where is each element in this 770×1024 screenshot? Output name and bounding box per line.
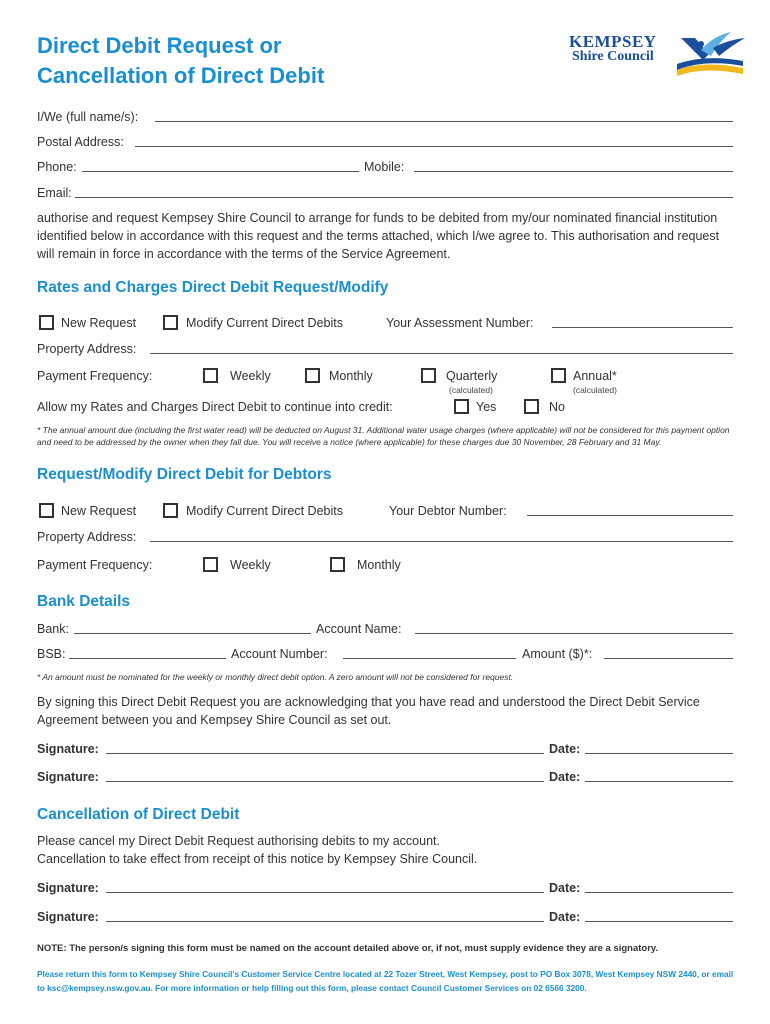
date-field-2[interactable] xyxy=(585,781,733,782)
postal-address-row xyxy=(37,133,733,151)
credit-no-checkbox[interactable] xyxy=(524,399,539,414)
debtors-weekly-label: Weekly xyxy=(230,558,271,572)
assessment-number-field[interactable] xyxy=(552,327,733,328)
authorisation-text: authorise and request Kempsey Shire Council to arrange for funds to be debited from my/our nominated financial institution identified below in accordance with this request and the terms attached, which I/we agree to. This authorisation and request will remain in force in accordance with the terms of the Service Agreement. xyxy=(37,211,720,261)
rates-quarterly-checkbox[interactable] xyxy=(421,368,436,383)
bank-label: Bank: xyxy=(37,622,69,636)
cancellation-line-2: Cancellation to take effect from receipt of this notice by Kempsey Shire Council. xyxy=(37,852,478,866)
date-label-2: Date: xyxy=(549,770,581,784)
phone-row xyxy=(37,158,733,176)
bank-row xyxy=(37,620,733,638)
debtors-property-field[interactable] xyxy=(150,541,733,542)
assessment-number-label: Your Assessment Number: xyxy=(386,316,534,330)
amount-label: Amount ($)*: xyxy=(522,647,593,661)
account-name-field[interactable] xyxy=(415,633,733,634)
debtors-modify-label: Modify Current Direct Debits xyxy=(186,504,343,518)
quarterly-calculated-note: (calculated) xyxy=(449,385,493,395)
debtors-modify-checkbox[interactable] xyxy=(163,503,178,518)
full-name-row xyxy=(37,108,733,126)
cancel-signature-label-1: Signature: xyxy=(37,881,99,895)
mobile-label: Mobile: xyxy=(364,160,405,174)
signatory-note: NOTE: The person/s signing this form must be named on the account detailed above or, if not, must supply evidence they are a signatory. xyxy=(37,943,659,954)
email-row xyxy=(37,184,733,202)
rates-heading: Rates and Charges Direct Debit Request/Modify xyxy=(37,279,389,296)
bank-footnote: * An amount must be nominated for the weekly or monthly direct debit option. A zero amount will not be considered for request. xyxy=(37,672,514,682)
date-field-1[interactable] xyxy=(585,753,733,754)
return-instructions: Please return this form to Kempsey Shire Council's Customer Service Centre located at 22 Tozer Street, West Kempsey, post to PO Box 3078, West Kempsey NSW 2440, or email to ksc@kempsey.nsw.gov.au. For more information or help filling out this form, please contact Council Customer Services on 02 6566 3200. xyxy=(37,969,734,993)
rates-frequency-row xyxy=(37,367,733,395)
cancel-date-label-1: Date: xyxy=(549,881,581,895)
credit-label: Allow my Rates and Charges Direct Debit to continue into credit: xyxy=(37,400,393,414)
cancel-signature-row-2 xyxy=(37,908,733,926)
signature-row-2 xyxy=(37,768,733,786)
signature-label-2: Signature: xyxy=(37,770,99,784)
cancellation-heading: Cancellation of Direct Debit xyxy=(37,806,240,823)
page-title xyxy=(37,31,324,91)
credit-yes-checkbox[interactable] xyxy=(454,399,469,414)
rates-monthly-checkbox[interactable] xyxy=(305,368,320,383)
rates-property-row xyxy=(37,340,733,358)
debtor-number-label: Your Debtor Number: xyxy=(389,504,507,518)
signature-label-1: Signature: xyxy=(37,742,99,756)
debtors-property-label: Property Address: xyxy=(37,530,137,544)
postal-address-label: Postal Address: xyxy=(37,135,124,149)
bsb-label: BSB: xyxy=(37,647,66,661)
rates-weekly-label: Weekly xyxy=(230,369,271,383)
signing-text: By signing this Direct Debit Request you are acknowledging that you have read and understood the Direct Debit Service Agreement between you and Kempsey Shire Council as set out. xyxy=(37,695,700,727)
cancel-signature-field-1[interactable] xyxy=(106,892,544,893)
mobile-field[interactable] xyxy=(414,171,733,172)
debtors-property-row xyxy=(37,528,733,546)
rates-annual-label: Annual* xyxy=(573,369,617,383)
logo-line-2: Shire Council xyxy=(572,49,654,64)
account-name-label: Account Name: xyxy=(316,622,402,636)
council-logo xyxy=(569,30,749,86)
rates-modify-checkbox[interactable] xyxy=(163,315,178,330)
debtors-weekly-checkbox[interactable] xyxy=(203,557,218,572)
postal-address-field[interactable] xyxy=(135,146,733,147)
debtors-new-request-checkbox[interactable] xyxy=(39,503,54,518)
debtors-request-type-row xyxy=(37,502,733,520)
title-line-1: Direct Debit Request or xyxy=(37,33,282,58)
cancellation-line-1: Please cancel my Direct Debit Request authorising debits to my account. xyxy=(37,834,440,848)
account-number-label: Account Number: xyxy=(231,647,328,661)
debtors-frequency-label: Payment Frequency: xyxy=(37,558,153,572)
bank-heading: Bank Details xyxy=(37,593,131,610)
signature-field-2[interactable] xyxy=(106,781,544,782)
cancel-date-label-2: Date: xyxy=(549,910,581,924)
rates-property-field[interactable] xyxy=(150,353,733,354)
debtors-monthly-label: Monthly xyxy=(357,558,401,572)
signature-field-1[interactable] xyxy=(106,753,544,754)
date-label-1: Date: xyxy=(549,742,581,756)
amount-field[interactable] xyxy=(604,658,733,659)
phone-label: Phone: xyxy=(37,160,77,174)
rates-new-request-label: New Request xyxy=(61,316,137,330)
cancel-date-field-1[interactable] xyxy=(585,892,733,893)
rates-annual-checkbox[interactable] xyxy=(551,368,566,383)
cancel-signature-field-2[interactable] xyxy=(106,921,544,922)
rates-weekly-checkbox[interactable] xyxy=(203,368,218,383)
debtors-new-request-label: New Request xyxy=(61,504,137,518)
credit-yes-label: Yes xyxy=(476,400,497,414)
rates-credit-row xyxy=(37,398,733,416)
rates-modify-label: Modify Current Direct Debits xyxy=(186,316,343,330)
debtors-heading: Request/Modify Direct Debit for Debtors xyxy=(37,466,332,483)
bsb-row xyxy=(37,645,733,663)
rates-footnote: * The annual amount due (including the first water read) will be deducted on August 31. Additional water usage charges (where applicable) will not be considered for this payment option and need to be addressed by the owner when they fall due. You will receive a notice (where applicable) for these charges due 30 November, 28 February and 31 May. xyxy=(37,425,730,447)
cancel-signature-row-1 xyxy=(37,879,733,897)
cancel-date-field-2[interactable] xyxy=(585,921,733,922)
logo-line-1: KEMPSEY xyxy=(569,32,657,51)
rates-new-request-checkbox[interactable] xyxy=(39,315,54,330)
full-name-field[interactable] xyxy=(155,121,733,122)
rates-frequency-label: Payment Frequency: xyxy=(37,369,153,383)
rates-request-type-row xyxy=(37,314,733,332)
phone-field[interactable] xyxy=(82,171,359,172)
signature-row-1 xyxy=(37,740,733,758)
cancel-signature-label-2: Signature: xyxy=(37,910,99,924)
annual-calculated-note: (calculated) xyxy=(573,385,617,395)
email-label: Email: xyxy=(37,186,72,200)
bsb-field[interactable] xyxy=(69,658,226,659)
debtors-frequency-row xyxy=(37,556,733,574)
rates-property-label: Property Address: xyxy=(37,342,137,356)
credit-no-label: No xyxy=(549,400,565,414)
debtor-number-field[interactable] xyxy=(527,515,733,516)
account-number-field[interactable] xyxy=(343,658,516,659)
title-line-2: Cancellation of Direct Debit xyxy=(37,63,325,88)
email-field[interactable] xyxy=(75,197,733,198)
logo-emblem-icon xyxy=(673,30,749,82)
rates-quarterly-label: Quarterly xyxy=(446,369,498,383)
debtors-monthly-checkbox[interactable] xyxy=(330,557,345,572)
bank-field[interactable] xyxy=(74,633,311,634)
full-name-label: I/We (full name/s): xyxy=(37,110,139,124)
rates-monthly-label: Monthly xyxy=(329,369,373,383)
